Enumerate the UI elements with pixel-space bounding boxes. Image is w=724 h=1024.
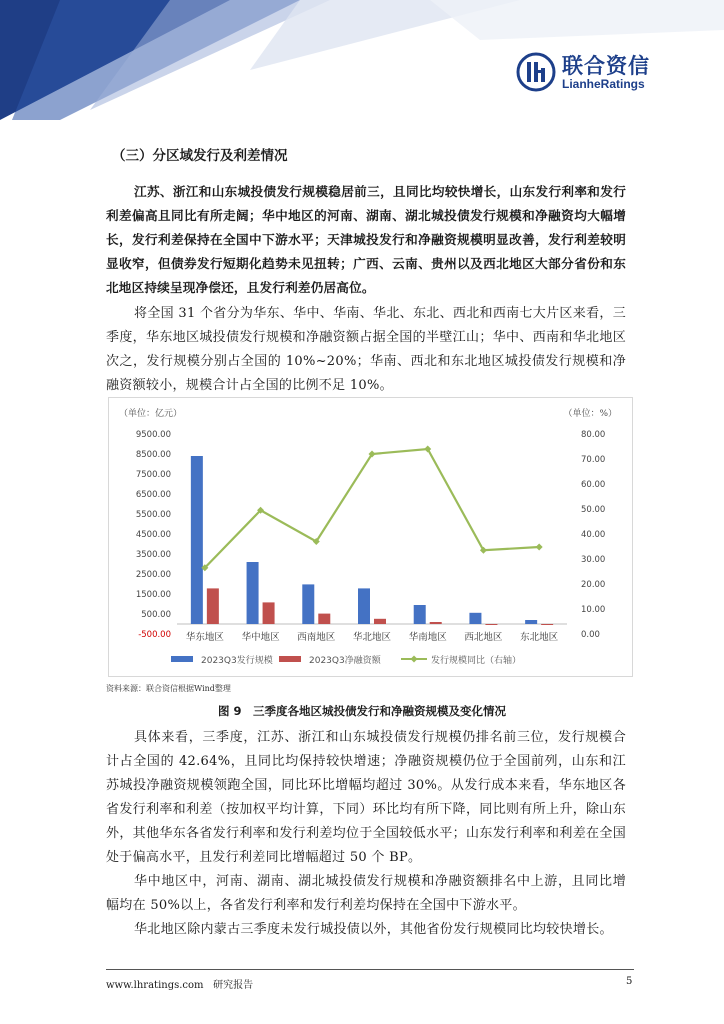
x-tick-label: 华南地区 — [408, 632, 447, 643]
right-tick-label: 0.00 — [581, 630, 600, 640]
legend-swatch — [171, 656, 193, 662]
figure-caption: 图 9 三季度各地区城投债发行和净融资规模及变化情况 — [217, 704, 506, 718]
bar-net-financing — [430, 622, 442, 624]
left-tick-label: -500.00 — [138, 630, 171, 640]
body-paragraph-4: 华北地区除内蒙古三季度未发行城投债以外，其他省份发行规模同比均较快增长。 — [134, 922, 613, 937]
left-tick-label: 9500.00 — [135, 430, 171, 440]
right-tick-label: 80.00 — [581, 430, 606, 440]
right-axis-unit: （单位：%） — [563, 409, 617, 419]
left-axis-unit: （单位：亿元） — [119, 409, 183, 419]
source-note: 资料来源：联合资信根据Wind整理 — [106, 684, 231, 693]
left-tick-label: 3500.00 — [135, 550, 171, 560]
chart-canvas — [109, 398, 634, 678]
left-tick-label: 6500.00 — [135, 490, 171, 500]
bar-issuance — [191, 456, 203, 624]
lianhe-logo-icon — [516, 52, 556, 92]
bar-issuance — [358, 588, 370, 624]
left-tick-label: 4500.00 — [135, 530, 171, 540]
bar-net-financing — [263, 602, 275, 624]
left-tick-label: 5500.00 — [135, 510, 171, 520]
x-tick-label: 华东地区 — [185, 632, 224, 643]
logo-english-text: LianheRatings — [562, 77, 645, 91]
legend-marker — [411, 656, 418, 663]
bar-issuance — [414, 605, 426, 624]
right-tick-label: 50.00 — [581, 505, 606, 515]
right-tick-label: 60.00 — [581, 480, 606, 490]
x-tick-label: 西北地区 — [464, 632, 503, 643]
bar-issuance — [302, 584, 314, 624]
bar-issuance — [469, 613, 481, 624]
left-tick-label: 500.00 — [141, 610, 171, 620]
bar-net-financing — [485, 624, 497, 625]
right-tick-label: 40.00 — [581, 530, 606, 540]
x-tick-label: 东北地区 — [520, 632, 559, 643]
bar-net-financing — [374, 619, 386, 624]
body-paragraph-1: 将全国 31 个省分为华东、华中、华南、华北、东北、西北和西南七大片区来看，三季度，华东地区城投债发行规模和净融资额占据全国的半壁江山；华中、西南和华北地区次之，发行规模分别占全国的 10%~20%；华南、西北和东北地区城投债发行规模和净融资额较小，规模合计占全国的比例不足 10%。 — [106, 306, 626, 393]
left-tick-label: 7500.00 — [135, 470, 171, 480]
logo-chinese-text: 联合资信 — [562, 54, 650, 78]
legend-label: 发行规模同比（右轴） — [431, 656, 522, 666]
bar-net-financing — [318, 614, 330, 624]
x-tick-label: 西南地区 — [297, 632, 336, 643]
left-tick-label: 8500.00 — [135, 450, 171, 460]
regional-issuance-chart — [108, 397, 633, 677]
footer-url[interactable]: www.lhratings.com — [106, 980, 204, 991]
right-tick-label: 20.00 — [581, 580, 606, 590]
section-summary: 江苏、浙江和山东城投债发行规模稳居前三，且同比均较快增长，山东发行利率和发行利差偏高且同比有所走阔；华中地区的河南、湖南、湖北城投债发行规模和净融资均大幅增长，发行利差保持在全国中下游水平；天津城投发行和净融资规模明显改善，发行利差较明显收窄，但债券发行短期化趋势未见扭转；广西、云南、贵州以及西北地区大部分省份和东北地区持续呈现净偿还，且发行利差仍居高位。 — [106, 184, 626, 295]
footer-divider — [106, 969, 634, 970]
bar-issuance — [525, 620, 537, 624]
page-number: 5 — [626, 976, 633, 987]
x-tick-label: 华北地区 — [352, 632, 392, 643]
x-tick-label: 华中地区 — [241, 632, 280, 643]
right-tick-label: 30.00 — [581, 555, 606, 565]
left-tick-label: 2500.00 — [135, 570, 171, 580]
bar-issuance — [247, 562, 259, 624]
legend-swatch — [279, 656, 301, 662]
yoy-growth-point — [536, 544, 543, 551]
legend-label: 2023Q3净融资额 — [309, 656, 381, 666]
body-paragraph-2: 具体来看，三季度，江苏、浙江和山东城投债发行规模仍排名前三位，发行规模合计占全国的 42.64%，且同比均保持较快增速；净融资规模仍位于全国前列，山东和江苏城投净融资规模领跑全国，同比环比增幅均超过 30%。从发行成本来看，华东地区各省发行利率和利差（按加权平均计算，下同）环比均有所下降，同比则有所上升，除山东外，其他华东各省发行利率和发行利差均位于全国较低水平；山东发行利率和利差在全国处于偏高水平，且发行利差同比增幅超过 50 个 BP。 — [106, 730, 626, 865]
lianhe-logo — [516, 52, 716, 96]
legend-label: 2023Q3发行规模 — [201, 656, 273, 666]
body-paragraph-3: 华中地区中，河南、湖南、湖北城投债发行规模和净融资额排名中上游，且同比增幅均在 50%以上，各省发行利率和发行利差均保持在全国中下游水平。 — [106, 874, 626, 913]
right-tick-label: 70.00 — [581, 455, 606, 465]
left-tick-label: 1500.00 — [135, 590, 171, 600]
bar-net-financing — [207, 588, 219, 624]
bar-net-financing — [541, 624, 553, 625]
footer-doc-type: 研究报告 — [213, 980, 254, 991]
section-heading: （三）分区域发行及利差情况 — [112, 148, 288, 164]
right-tick-label: 10.00 — [581, 605, 606, 615]
footer-site — [106, 976, 253, 991]
yoy-growth-line — [205, 449, 539, 568]
